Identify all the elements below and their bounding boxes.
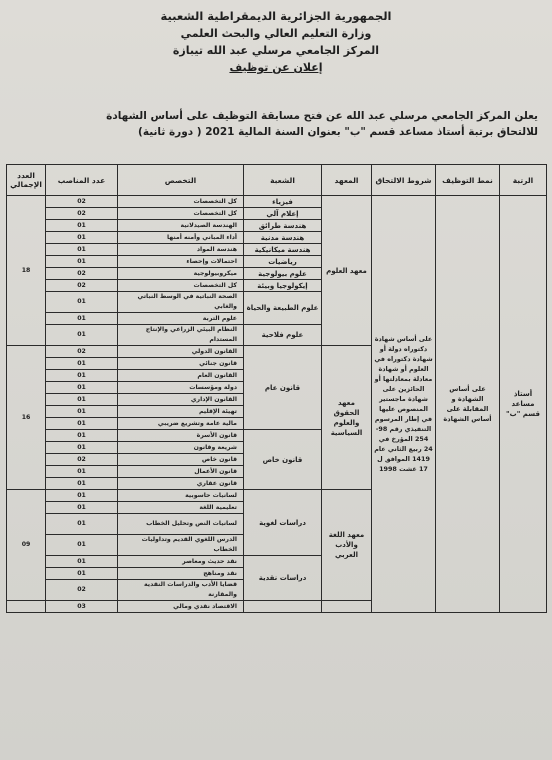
- header-mode: نمط التوظيف: [436, 165, 500, 196]
- specialty-cell: الدرس اللغوي القديم وتداوليات الخطاب: [118, 535, 244, 556]
- count-cell: 03: [46, 601, 118, 613]
- specialty-cell: احتمالات وإحصاء: [118, 256, 244, 268]
- specialty-cell: شريعة وقانون: [118, 442, 244, 454]
- department-cell: علوم فلاحية: [244, 325, 322, 346]
- department-cell: إيكولوجيا وبيئة: [244, 280, 322, 292]
- university-center-title: المركز الجامعي مرسلي عبد الله تيبازة: [172, 44, 380, 57]
- department-cell: دراسات نقدية: [244, 556, 322, 601]
- count-cell: 01: [46, 256, 118, 268]
- department-cell: علوم الطبيعة والحياة: [244, 292, 322, 325]
- header-conditions: شروط الالتحاق: [372, 165, 436, 196]
- specialty-cell: قانون الأعمال: [118, 466, 244, 478]
- announcement-title: إعلان عن توظيف: [229, 61, 323, 74]
- header-count: عدد المناصب: [46, 165, 118, 196]
- count-cell: 01: [46, 514, 118, 535]
- count-cell: 01: [46, 370, 118, 382]
- department-cell: [244, 601, 322, 613]
- specialty-cell: قانون الأسرة: [118, 430, 244, 442]
- header-total: العدد الإجمالي: [7, 165, 46, 196]
- count-cell: 02: [46, 346, 118, 358]
- count-cell: 02: [46, 280, 118, 292]
- specialty-cell: تعليمية اللغة: [118, 502, 244, 514]
- count-cell: 01: [46, 406, 118, 418]
- department-cell: إعلام آلي: [244, 208, 322, 220]
- institute-cell: معهد الحقوق والعلوم السياسية: [322, 346, 372, 490]
- republic-title: الجمهورية الجزائرية الديمقراطية الشعبية: [160, 9, 392, 23]
- count-cell: 02: [46, 454, 118, 466]
- department-cell: هندسة مدنية: [244, 232, 322, 244]
- announcement-intro: [18, 108, 538, 140]
- count-cell: 01: [46, 232, 118, 244]
- count-cell: 01: [46, 568, 118, 580]
- specialty-cell: علوم التربة: [118, 313, 244, 325]
- specialty-cell: النظام البيئي الزراعي والإنتاج المستدام: [118, 325, 244, 346]
- specialty-cell: كل التخصصات: [118, 208, 244, 220]
- count-cell: 01: [46, 382, 118, 394]
- count-cell: 01: [46, 535, 118, 556]
- specialty-cell: قانون عقاري: [118, 478, 244, 490]
- rank-cell: أستاذ مساعد قسم "ب": [500, 196, 547, 613]
- count-cell: 01: [46, 418, 118, 430]
- department-cell: رياضيات: [244, 256, 322, 268]
- count-cell: 01: [46, 442, 118, 454]
- department-cell: علوم بيولوجية: [244, 268, 322, 280]
- header-department: الشعبة: [244, 165, 322, 196]
- table-body: [7, 196, 547, 613]
- department-cell: دراسات لغوية: [244, 490, 322, 556]
- positions-table: [6, 164, 547, 613]
- intro-line-2: للالتحاق برتبة أستاذ مساعد قسم "ب" بعنوان السنة المالية 2021 ( دورة ثانية): [138, 126, 538, 138]
- department-cell: هندسة طرائق: [244, 220, 322, 232]
- count-cell: 01: [46, 220, 118, 232]
- specialty-cell: الهندسة الصيدلانية: [118, 220, 244, 232]
- specialty-cell: القانون العام: [118, 370, 244, 382]
- header-rank: الرتبة: [500, 165, 547, 196]
- ministry-title: وزارة التعليم العالي والبحث العلمي: [180, 27, 372, 40]
- table-row: [7, 196, 547, 208]
- specialty-cell: القانون الإداري: [118, 394, 244, 406]
- document-header: [0, 8, 552, 76]
- conditions-cell: على أساس شهادة دكتوراه دولة أو شهادة دكتوراه في العلوم أو شهادة معادلة بمعادلتها أو الحائزين على شهادة ماجستير المنصوص عليها في إطار المرسوم التنفيذي رقم 98-254 المؤرخ في 24 ربيع الثاني عام 1419 الموافق ل 17 غشت 1998: [372, 196, 436, 613]
- count-cell: 01: [46, 313, 118, 325]
- institute-cell: معهد العلوم: [322, 196, 372, 346]
- specialty-cell: الاقتصاد نقدي ومالي: [118, 601, 244, 613]
- count-cell: 01: [46, 502, 118, 514]
- count-cell: 02: [46, 580, 118, 601]
- specialty-cell: ميكروبيولوجية: [118, 268, 244, 280]
- count-cell: 01: [46, 556, 118, 568]
- department-cell: هندسة ميكانيكية: [244, 244, 322, 256]
- count-cell: 01: [46, 244, 118, 256]
- total-cell: [7, 601, 46, 613]
- specialty-cell: نقد ومناهج: [118, 568, 244, 580]
- specialty-cell: الصحة النباتية في الوسط النباتي والغابي: [118, 292, 244, 313]
- count-cell: 01: [46, 358, 118, 370]
- count-cell: 01: [46, 478, 118, 490]
- institute-cell: [322, 601, 372, 613]
- count-cell: 02: [46, 208, 118, 220]
- count-cell: 02: [46, 268, 118, 280]
- department-cell: قانون خاص: [244, 430, 322, 490]
- specialty-cell: تهيئة الإقليم: [118, 406, 244, 418]
- count-cell: 01: [46, 466, 118, 478]
- department-cell: قانون عام: [244, 346, 322, 430]
- count-cell: 01: [46, 325, 118, 346]
- table-header-row: [7, 165, 547, 196]
- specialty-cell: قانون خاص: [118, 454, 244, 466]
- department-cell: فيزياء: [244, 196, 322, 208]
- specialty-cell: أداء المباني وأمنه أمنها: [118, 232, 244, 244]
- institute-cell: معهد اللغة والأدب العربي: [322, 490, 372, 601]
- count-cell: 01: [46, 394, 118, 406]
- specialty-cell: دولة ومؤسسات: [118, 382, 244, 394]
- header-specialty: التخصص: [118, 165, 244, 196]
- total-cell: 09: [7, 490, 46, 601]
- specialty-cell: القانون الدولي: [118, 346, 244, 358]
- specialty-cell: كل التخصصات: [118, 196, 244, 208]
- count-cell: 01: [46, 430, 118, 442]
- intro-line-1: يعلن المركز الجامعي مرسلي عبد الله عن فتح مسابقة التوظيف على أساس الشهادة: [106, 110, 538, 122]
- count-cell: 02: [46, 196, 118, 208]
- specialty-cell: هندسة المواد: [118, 244, 244, 256]
- specialty-cell: مالية عامة وتشريع ضريبي: [118, 418, 244, 430]
- specialty-cell: لسانيات حاسوبية: [118, 490, 244, 502]
- total-cell: 18: [7, 196, 46, 346]
- specialty-cell: لسانيات النص وتحليل الخطاب: [118, 514, 244, 535]
- specialty-cell: قانون جنائي: [118, 358, 244, 370]
- mode-cell: على أساس الشهادة و المقابلة على أساس الشهادة: [436, 196, 500, 613]
- specialty-cell: كل التخصصات: [118, 280, 244, 292]
- header-institute: المعهد: [322, 165, 372, 196]
- specialty-cell: قضايا الأدب والدراسات النقدية والمقارنة: [118, 580, 244, 601]
- count-cell: 01: [46, 490, 118, 502]
- specialty-cell: نقد حديث ومعاصر: [118, 556, 244, 568]
- total-cell: 16: [7, 346, 46, 490]
- count-cell: 01: [46, 292, 118, 313]
